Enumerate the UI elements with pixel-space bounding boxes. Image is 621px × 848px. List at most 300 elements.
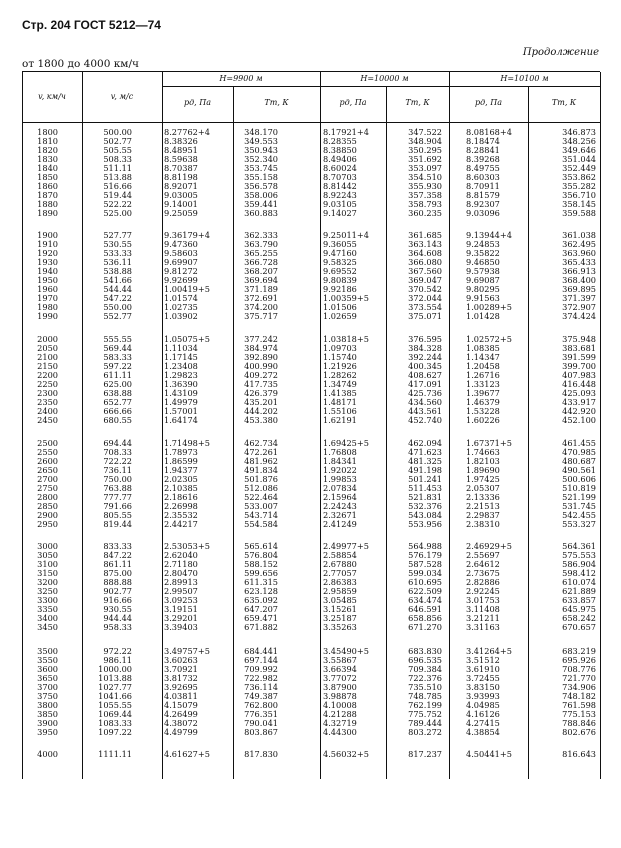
table-cell: 8.49406 — [323, 154, 357, 165]
table-cell: 481.962 — [244, 456, 278, 467]
table-cell: 8.81198 — [164, 172, 198, 183]
column-p2-block — [323, 335, 369, 425]
table-cell: 521.199 — [562, 492, 596, 503]
table-cell: 599.034 — [408, 568, 442, 579]
table-cell: 819.44 — [103, 519, 132, 530]
column-v-kmh-block — [37, 335, 58, 425]
table-cell: 9.36055 — [323, 239, 357, 250]
table-cell: 694.44 — [103, 438, 132, 448]
table-cell: 1.02735 — [164, 302, 198, 313]
table-cell: 3.21211 — [466, 613, 500, 624]
table-cell: 1.36390 — [164, 379, 198, 390]
table-cell: 2.62040 — [164, 550, 198, 561]
table-cell: 1.17145 — [164, 352, 198, 363]
table-cell: 748.785 — [408, 691, 442, 702]
table-cell: 634.474 — [408, 595, 442, 606]
table-cell: 749.387 — [244, 691, 278, 702]
table-cell: 763.88 — [103, 483, 132, 494]
table-cell: 2.21513 — [466, 501, 500, 512]
column-t3-block — [562, 542, 596, 632]
table-cell: 4.32719 — [323, 718, 357, 729]
table-cell: 2.73675 — [466, 568, 500, 579]
table-cell: 543.084 — [408, 510, 442, 521]
table-cell: 750.00 — [103, 474, 132, 485]
table-cell: 4.10008 — [323, 700, 357, 711]
table-cell: 383.681 — [562, 343, 596, 354]
table-cell: 1.14347 — [466, 352, 500, 363]
table-cell: 803.272 — [408, 727, 442, 738]
header-tt-1: Tт, К — [264, 98, 289, 107]
table-cell: 2.13336 — [466, 492, 500, 503]
table-cell: 3.77072 — [323, 673, 357, 684]
table-cell: 680.55 — [103, 415, 132, 426]
table-cell: 3.15261 — [323, 604, 357, 615]
table-cell: 4.49799 — [164, 727, 198, 738]
table-cell: 2.89913 — [164, 577, 198, 588]
column-v-kmh-block — [37, 439, 58, 529]
table-cell: 374.200 — [244, 302, 278, 313]
table-cell: 1.89690 — [466, 465, 500, 476]
table-cell: 3550 — [37, 655, 58, 666]
table-cell: 361.685 — [408, 230, 442, 240]
table-cell: 9.14001 — [164, 199, 198, 210]
table-cell: 2350 — [37, 397, 58, 408]
table-cell: 8.48951 — [164, 145, 198, 156]
table-cell: 8.92071 — [164, 181, 198, 192]
table-cell: 355.158 — [244, 172, 278, 183]
table-cell: 817.830 — [244, 749, 278, 759]
table-cell: 366.728 — [244, 257, 278, 268]
table-cell: 3100 — [37, 559, 58, 570]
column-t3-block — [562, 439, 596, 529]
table-cell: 972.22 — [103, 646, 132, 656]
table-cell: 491.834 — [244, 465, 278, 476]
table-cell: 353.745 — [244, 163, 278, 174]
table-cell: 1.09703 — [323, 343, 357, 354]
table-cell: 2800 — [37, 492, 58, 503]
table-cell: 1041.66 — [98, 691, 132, 702]
table-cell: 748.182 — [562, 691, 596, 702]
table-cell: 3.29201 — [164, 613, 198, 624]
table-cell: 722.22 — [103, 456, 132, 467]
table-cell: 1880 — [37, 199, 58, 210]
table-cell: 3800 — [37, 700, 58, 711]
table-cell: 1069.44 — [98, 709, 132, 720]
table-cell: 2850 — [37, 501, 58, 512]
table-cell: 360.235 — [408, 208, 442, 219]
table-cell: 2.71180 — [164, 559, 198, 570]
table-cell: 444.202 — [244, 406, 278, 417]
table-cell: 791.66 — [103, 501, 132, 512]
column-t2-block — [408, 128, 442, 218]
table-cell: 622.509 — [408, 586, 442, 597]
table-cell: 3.66394 — [323, 664, 357, 675]
table-cell: 1.00289+5 — [466, 302, 512, 313]
table-cell: 505.55 — [103, 145, 132, 156]
table-cell: 645.975 — [562, 604, 596, 615]
table-cell: 623.128 — [244, 586, 278, 597]
table-cell: 2.10385 — [164, 483, 198, 494]
table-cell: 511.453 — [408, 483, 442, 494]
table-cell: 2000 — [37, 334, 58, 344]
table-cell: 3.98878 — [323, 691, 357, 702]
table-cell: 358.793 — [408, 199, 442, 210]
table-cell: 2100 — [37, 352, 58, 363]
table-cell: 8.70911 — [466, 181, 500, 192]
table-cell: 513.88 — [103, 172, 132, 183]
table-cell: 354.510 — [408, 172, 442, 183]
table-cell: 1.57001 — [164, 406, 198, 417]
table-cell: 611.11 — [103, 370, 132, 381]
table-cell: 533.33 — [103, 248, 132, 259]
table-cell: 9.80295 — [466, 284, 500, 295]
table-cell: 8.70387 — [164, 163, 198, 174]
table-cell: 1930 — [37, 257, 58, 268]
table-cell: 1.43109 — [164, 388, 198, 399]
table-cell: 671.270 — [408, 622, 442, 633]
table-cell: 3.05485 — [323, 595, 357, 606]
table-cell: 4.38854 — [466, 727, 500, 738]
table-cell: 3900 — [37, 718, 58, 729]
table-cell: 1.71498+5 — [164, 438, 210, 448]
table-cell: 1.62191 — [323, 415, 357, 426]
table-cell: 9.69552 — [323, 266, 357, 277]
table-cell: 683.830 — [408, 646, 442, 656]
table-cell: 1055.55 — [98, 700, 132, 711]
table-cell: 8.49755 — [466, 163, 500, 174]
table-cell: 1.78973 — [164, 447, 198, 458]
table-cell: 2250 — [37, 379, 58, 390]
table-cell: 576.804 — [244, 550, 278, 561]
table-cell: 472.261 — [244, 447, 278, 458]
table-cell: 805.55 — [103, 510, 132, 521]
table-cell: 762.800 — [244, 700, 278, 711]
column-p3-block — [466, 439, 512, 529]
table-cell: 9.57938 — [466, 266, 500, 277]
table-cell: 1.76808 — [323, 447, 357, 458]
column-t2-block — [408, 542, 442, 632]
table-cell: 598.412 — [562, 568, 596, 579]
table-cell: 442.920 — [562, 406, 596, 417]
table-cell: 597.22 — [103, 361, 132, 372]
header-tt-2: Tт, К — [405, 98, 430, 107]
table-cell: 638.88 — [103, 388, 132, 399]
column-p2-block — [323, 647, 369, 737]
table-cell: 491.198 — [408, 465, 442, 476]
table-cell: 3.92695 — [164, 682, 198, 693]
table-cell: 408.627 — [408, 370, 442, 381]
column-v-ms-block — [103, 542, 132, 632]
table-cell: 384.328 — [408, 343, 442, 354]
table-cell: 531.745 — [562, 501, 596, 512]
table-cell: 508.33 — [103, 154, 132, 165]
table-cell: 1.01574 — [164, 293, 198, 304]
table-cell: 352.340 — [244, 154, 278, 165]
table-cell: 347.522 — [408, 127, 442, 137]
table-cell: 426.379 — [244, 388, 278, 399]
table-cell: 8.38850 — [323, 145, 357, 156]
table-cell: 722.982 — [244, 673, 278, 684]
table-cell: 695.926 — [562, 655, 596, 666]
column-t1-block — [244, 231, 278, 321]
table-cell: 3000 — [37, 541, 58, 551]
table-cell: 1.82103 — [466, 456, 500, 467]
table-cell: 2.58854 — [323, 550, 357, 561]
table-cell: 4.26499 — [164, 709, 198, 720]
table-cell: 1.97425 — [466, 474, 500, 485]
table-cell: 1.69425+5 — [323, 438, 369, 448]
table-cell: 583.33 — [103, 352, 132, 363]
table-cell: 3950 — [37, 727, 58, 738]
table-cell: 666.66 — [103, 406, 132, 417]
table-cell: 816.643 — [562, 749, 596, 759]
table-cell: 1940 — [37, 266, 58, 277]
table-cell: 359.441 — [244, 199, 278, 210]
table-cell: 647.207 — [244, 604, 278, 615]
table-cell: 462.734 — [244, 438, 278, 448]
table-cell: 1910 — [37, 239, 58, 250]
table-cell: 409.272 — [244, 370, 278, 381]
table-cell: 511.11 — [103, 163, 132, 174]
table-cell: 2900 — [37, 510, 58, 521]
table-cell: 736.11 — [103, 465, 132, 476]
table-cell: 1.74663 — [466, 447, 500, 458]
table-cell: 1.03818+5 — [323, 334, 369, 344]
table-cell: 2.46929+5 — [466, 541, 512, 551]
table-cell: 552.77 — [103, 311, 132, 322]
table-cell: 4.27415 — [466, 718, 500, 729]
table-cell: 4.56032+5 — [323, 749, 369, 759]
table-cell: 1.49979 — [164, 397, 198, 408]
table-cell: 658.242 — [562, 613, 596, 624]
table-cell: 684.441 — [244, 646, 278, 656]
table-cell: 9.47160 — [323, 248, 357, 259]
header-v-kmh: v, км/ч — [38, 92, 66, 101]
column-p3-block — [466, 231, 512, 321]
table-cell: 1.67371+5 — [466, 438, 512, 448]
table-cell: 1920 — [37, 248, 58, 259]
table-cell: 3.31163 — [466, 622, 500, 633]
table-cell: 776.351 — [244, 709, 278, 720]
table-cell: 916.66 — [103, 595, 132, 606]
table-cell: 564.988 — [408, 541, 442, 551]
table-cell: 588.152 — [244, 559, 278, 570]
table-cell: 8.70703 — [323, 172, 357, 183]
table-cell: 1.46379 — [466, 397, 500, 408]
table-cell: 9.91563 — [466, 293, 500, 304]
table-cell: 3.11408 — [466, 604, 500, 615]
table-cell: 1.84341 — [323, 456, 357, 467]
table-cell: 417.735 — [244, 379, 278, 390]
table-cell: 348.256 — [562, 136, 596, 147]
table-cell: 3.19151 — [164, 604, 198, 615]
table-cell: 1.11034 — [164, 343, 198, 354]
table-cell: 3.09253 — [164, 595, 198, 606]
column-t1-block — [244, 128, 278, 218]
table-cell: 1840 — [37, 163, 58, 174]
table-cell: 2.44217 — [164, 519, 198, 530]
table-cell: 375.071 — [408, 311, 442, 322]
table-cell: 3300 — [37, 595, 58, 606]
table-cell: 2.77057 — [323, 568, 357, 579]
table-cell: 501.876 — [244, 474, 278, 485]
table-cell: 1800 — [37, 127, 58, 137]
table-cell: 564.361 — [562, 541, 596, 551]
table-cell: 452.100 — [562, 415, 596, 426]
table-cell: 351.044 — [562, 154, 596, 165]
table-cell: 2750 — [37, 483, 58, 494]
column-v-ms-block — [98, 750, 132, 759]
table-cell: 501.241 — [408, 474, 442, 485]
header-pd-2: pд, Па — [339, 98, 367, 107]
table-cell: 8.38326 — [164, 136, 198, 147]
table-cell: 734.906 — [562, 682, 596, 693]
table-cell: 516.66 — [103, 181, 132, 192]
table-cell: 4.61627+5 — [164, 749, 210, 759]
header-group-10000: H=10000 м — [360, 74, 409, 83]
table-cell: 358.006 — [244, 190, 278, 201]
table-cell: 1980 — [37, 302, 58, 313]
table-cell: 697.144 — [244, 655, 278, 666]
table-cell: 4.44300 — [323, 727, 357, 738]
table-cell: 1.02572+5 — [466, 334, 512, 344]
table-cell: 462.094 — [408, 438, 442, 448]
table-cell: 1097.22 — [98, 727, 132, 738]
table-cell: 611.315 — [244, 577, 278, 588]
table-cell: 3.61910 — [466, 664, 500, 675]
table-cell: 2.32671 — [323, 510, 357, 521]
table-cell: 371.397 — [562, 293, 596, 304]
table-cell: 1.34749 — [323, 379, 357, 390]
table-cell: 1.01506 — [323, 302, 357, 313]
table-cell: 9.92186 — [323, 284, 357, 295]
table-cell: 9.14027 — [323, 208, 357, 219]
table-cell: 370.542 — [408, 284, 442, 295]
table-cell: 9.58603 — [164, 248, 198, 259]
table-cell: 502.77 — [103, 136, 132, 147]
table-cell: 709.992 — [244, 664, 278, 675]
table-cell: 2.26998 — [164, 501, 198, 512]
table-cell: 1027.77 — [98, 682, 132, 693]
table-cell: 1900 — [37, 230, 58, 240]
table-cell: 434.560 — [408, 397, 442, 408]
table-cell: 8.60303 — [466, 172, 500, 183]
table-cell: 1.41385 — [323, 388, 357, 399]
table-cell: 3150 — [37, 568, 58, 579]
table-cell: 2.82886 — [466, 577, 500, 588]
table-cell: 3.55867 — [323, 655, 357, 666]
table-cell: 392.890 — [244, 352, 278, 363]
table-cell: 365.433 — [562, 257, 596, 268]
table-cell: 8.92243 — [323, 190, 357, 201]
table-cell: 1850 — [37, 172, 58, 183]
table-cell: 1.03902 — [164, 311, 198, 322]
table-cell: 547.22 — [103, 293, 132, 304]
table-cell: 1.08385 — [466, 343, 500, 354]
table-cell: 3.45490+5 — [323, 646, 369, 656]
table-cell: 2.15964 — [323, 492, 357, 503]
table-cell: 8.28355 — [323, 136, 357, 147]
table-cell: 366.913 — [562, 266, 596, 277]
table-cell: 3350 — [37, 604, 58, 615]
table-cell: 407.983 — [562, 370, 596, 381]
table-cell: 9.47360 — [164, 239, 198, 250]
table-cell: 3.51512 — [466, 655, 500, 666]
table-cell: 2150 — [37, 361, 58, 372]
column-t3-block — [562, 335, 596, 425]
table-cell: 530.55 — [103, 239, 132, 250]
table-cell: 8.59638 — [164, 154, 198, 165]
column-p3-block — [466, 750, 512, 759]
table-cell: 3.01753 — [466, 595, 500, 606]
table-cell: 2.92245 — [466, 586, 500, 597]
table-cell: 553.956 — [408, 519, 442, 530]
table-cell: 2.49977+5 — [323, 541, 369, 551]
table-cell: 349.553 — [244, 136, 278, 147]
table-cell: 371.189 — [244, 284, 278, 295]
column-t2-block — [408, 750, 442, 759]
table-cell: 930.55 — [103, 604, 132, 615]
table-cell: 375.948 — [562, 334, 596, 344]
table-cell: 888.88 — [103, 577, 132, 588]
table-cell: 542.455 — [562, 510, 596, 521]
table-cell: 3700 — [37, 682, 58, 693]
table-cell: 9.58325 — [323, 257, 357, 268]
column-t2-block — [408, 647, 442, 737]
column-p1-block — [164, 542, 210, 632]
table-cell: 461.455 — [562, 438, 596, 448]
table-cell: 2.99507 — [164, 586, 198, 597]
column-v-kmh-block — [37, 750, 58, 759]
table-cell: 708.33 — [103, 447, 132, 458]
table-cell: 361.038 — [562, 230, 596, 240]
table-cell: 470.985 — [562, 447, 596, 458]
table-cell: 1.05075+5 — [164, 334, 210, 344]
table-cell: 735.510 — [408, 682, 442, 693]
table-cell: 9.35822 — [466, 248, 500, 259]
table-cell: 3200 — [37, 577, 58, 588]
table-cell: 1.33123 — [466, 379, 500, 390]
table-cell: 2.55697 — [466, 550, 500, 561]
table-cell: 1.55106 — [323, 406, 357, 417]
table-cell: 3.70921 — [164, 664, 198, 675]
column-p3-block — [466, 128, 512, 218]
table-cell: 521.831 — [408, 492, 442, 503]
table-cell: 861.11 — [103, 559, 132, 570]
table-cell: 9.03005 — [164, 190, 198, 201]
table-cell: 2.29837 — [466, 510, 500, 521]
table-cell: 659.471 — [244, 613, 278, 624]
table-cell: 500.00 — [103, 127, 132, 137]
table-cell: 9.13944+4 — [466, 230, 512, 240]
table-cell: 1870 — [37, 190, 58, 201]
table-cell: 366.080 — [408, 257, 442, 268]
column-v-kmh-block — [37, 542, 58, 632]
table-cell: 736.114 — [244, 682, 278, 693]
table-cell: 3.49757+5 — [164, 646, 210, 656]
table-cell: 8.92307 — [466, 199, 500, 210]
table-cell: 536.11 — [103, 257, 132, 268]
table-cell: 4.03811 — [164, 691, 198, 702]
table-cell: 368.207 — [244, 266, 278, 277]
table-cell: 722.376 — [408, 673, 442, 684]
table-cell: 392.244 — [408, 352, 442, 363]
table-cell: 9.24853 — [466, 239, 500, 250]
table-cell: 372.691 — [244, 293, 278, 304]
table-cell: 683.219 — [562, 646, 596, 656]
data-table — [22, 71, 600, 779]
table-cell: 8.27762+4 — [164, 127, 210, 137]
